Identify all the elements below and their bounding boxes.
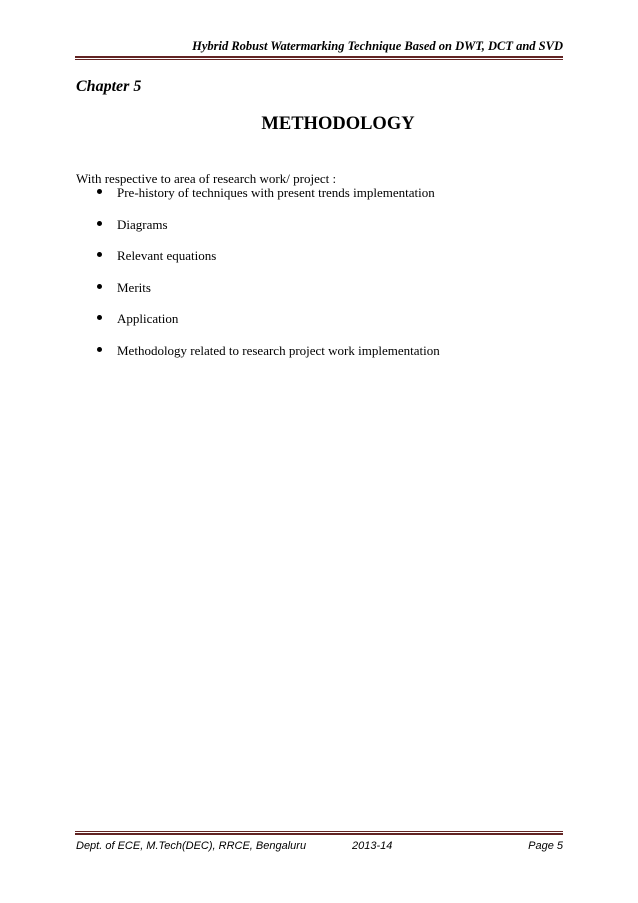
bullet-icon: [97, 315, 102, 320]
bullet-icon: [97, 189, 102, 194]
header-rule-thin: [75, 59, 563, 60]
footer-page-number: Page 5: [528, 840, 563, 852]
section-heading-text: METHODOLOGY: [261, 114, 415, 134]
chapter-label: Chapter 5: [76, 78, 142, 95]
list-item-text: Relevant equations: [117, 248, 217, 263]
list-item-text: Merits: [117, 279, 151, 295]
bullet-icon: [97, 252, 102, 257]
header-rule-thick: [75, 56, 563, 58]
footer-year: 2013-14: [352, 840, 393, 852]
bullet-icon: [97, 221, 102, 226]
footer-rule-thick: [75, 833, 563, 835]
bullet-icon: [97, 347, 102, 352]
list-item-text: Pre-history of techniques with present trends implementation: [117, 185, 435, 200]
list-item-text: Diagrams: [117, 216, 168, 232]
list-item-text: Methodology related to research project work implementation: [117, 342, 440, 358]
footer-department: Dept. of ECE, M.Tech(DEC), RRCE, Bengaluru: [76, 840, 307, 852]
intro-text: With respective to area of research work/ project :: [76, 171, 337, 186]
running-header-title: Hybrid Robust Watermarking Technique Based on DWT, DCT and SVD: [192, 39, 563, 53]
bullet-icon: [97, 284, 102, 289]
list-item-text: Application: [117, 311, 179, 326]
footer-rule-thin: [75, 831, 563, 832]
section-heading: [0, 114, 638, 135]
